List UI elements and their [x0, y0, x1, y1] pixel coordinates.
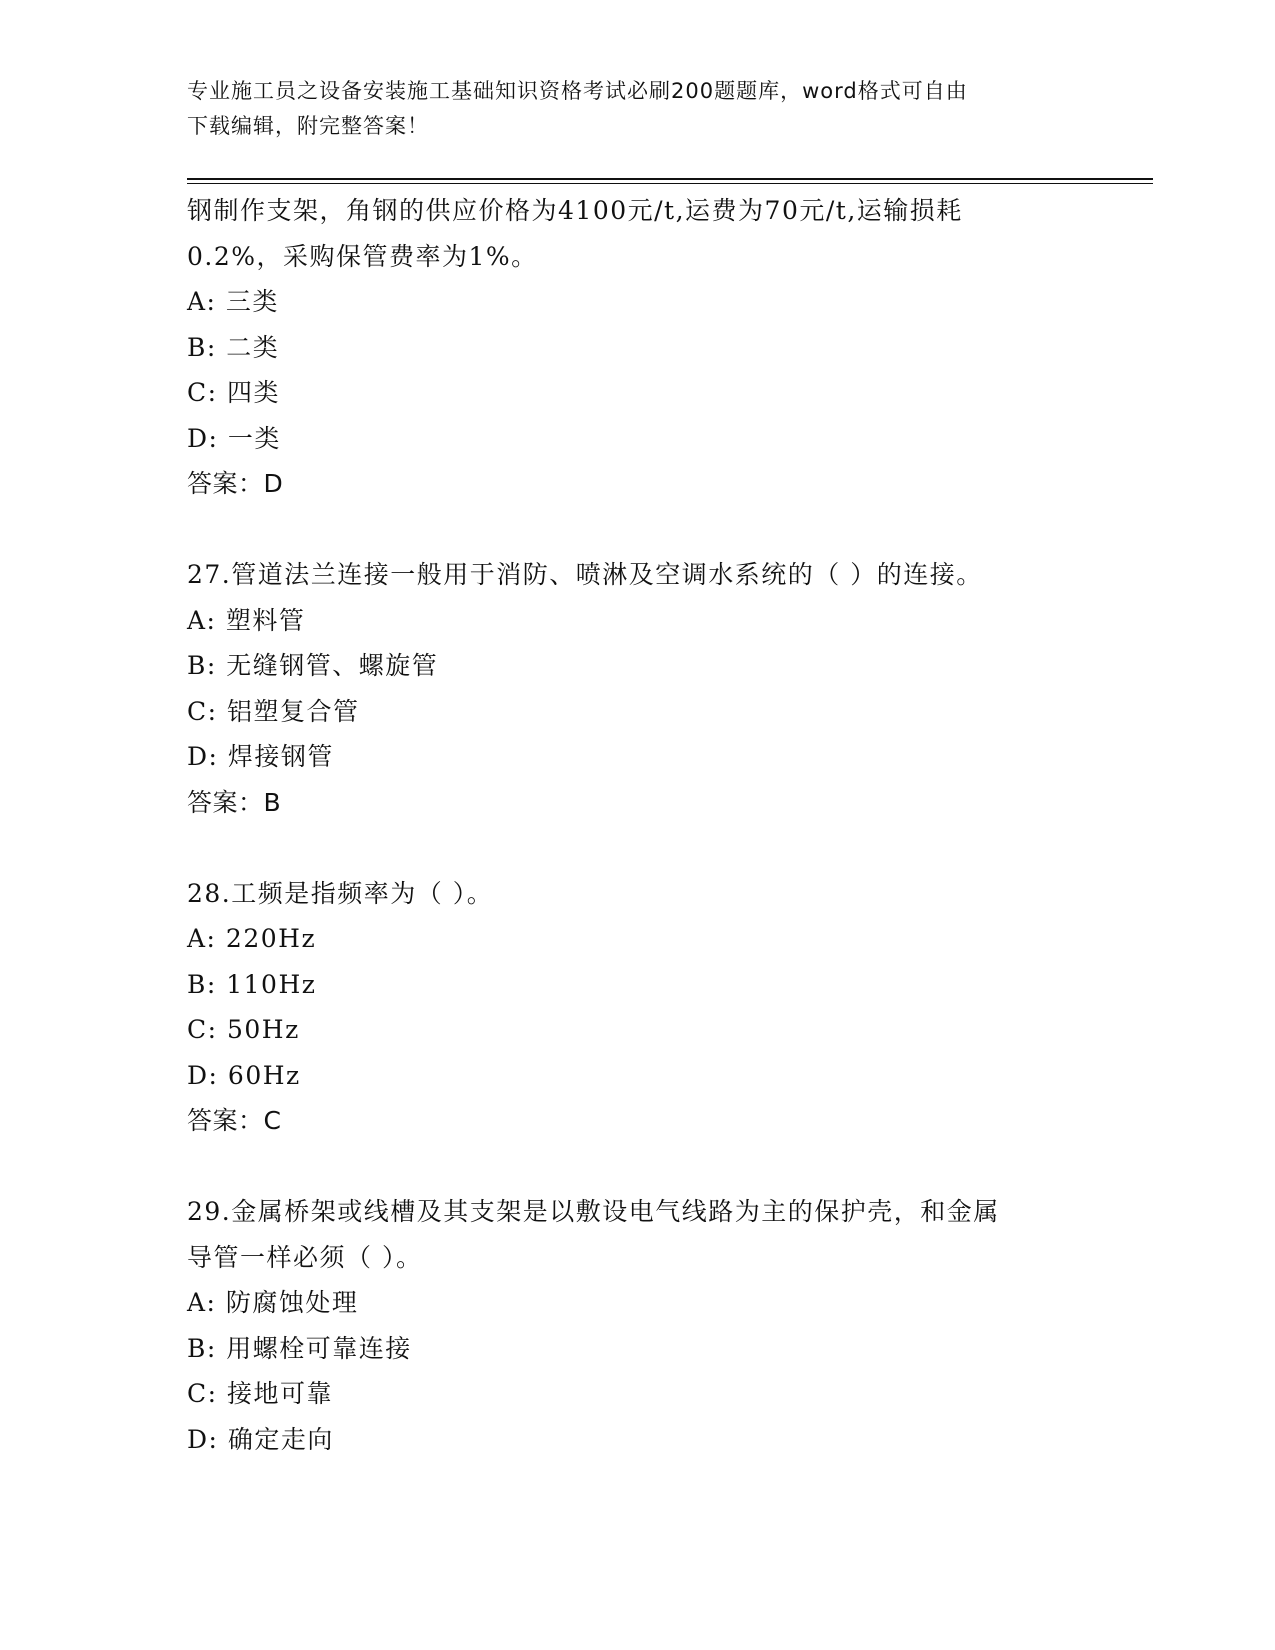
spacer [187, 825, 1087, 871]
option-b: B: 110Hz [187, 969, 317, 999]
question-26 [187, 188, 1087, 507]
option-b: B: 无缝钢管、螺旋管 [187, 651, 439, 680]
question-text: 28.工频是指频率为（ ）。 [187, 878, 494, 908]
option-d: D: 焊接钢管 [187, 742, 334, 771]
option-b: B: 二类 [187, 332, 280, 362]
option-a: A: 防腐蚀处理 [187, 1288, 359, 1317]
question-text: 导管一样必须（ ）。 [187, 1242, 423, 1272]
option-d: D: 一类 [187, 423, 281, 453]
option-a: A: 塑料管 [187, 605, 306, 635]
option-a: A: 220Hz [187, 924, 317, 953]
header-line-1: 专业施工员之设备安装施工基础知识资格考试必刷200题题库，word格式可自由 [187, 79, 968, 103]
question-text: 27.管道法兰连接一般用于消防、喷淋及空调水系统的（ ）的连接。 [187, 560, 983, 589]
question-text: 29.金属桥架或线槽及其支架是以敷设电气线路为主的保护壳，和金属 [187, 1197, 1000, 1226]
document-header [187, 74, 1087, 144]
question-29 [187, 1189, 1087, 1462]
question-text: 钢制作支架，角钢的供应价格为4100元/t,运费为70元/t,运输损耗 [187, 196, 963, 225]
option-b: B: 用螺栓可靠连接 [187, 1333, 412, 1363]
answer-label: 答案：B [187, 787, 282, 817]
header-line-2: 下载编辑，附完整答案！ [187, 114, 429, 138]
question-text: 0.2%，采购保管费率为1%。 [187, 241, 538, 271]
answer-label: 答案：D [187, 469, 284, 498]
answer-label: 答案：C [187, 1106, 282, 1135]
question-28 [187, 871, 1087, 1144]
spacer [187, 507, 1087, 553]
header-divider [187, 178, 1153, 184]
spacer [187, 1144, 1087, 1190]
question-list [187, 188, 1087, 1462]
question-27 [187, 552, 1087, 825]
option-c: C: 四类 [187, 378, 280, 407]
option-a: A: 三类 [187, 287, 279, 316]
option-c: C: 50Hz [187, 1015, 300, 1044]
option-d: D: 确定走向 [187, 1424, 334, 1454]
option-c: C: 接地可靠 [187, 1379, 333, 1408]
option-c: C: 铝塑复合管 [187, 696, 360, 726]
option-d: D: 60Hz [187, 1060, 301, 1090]
